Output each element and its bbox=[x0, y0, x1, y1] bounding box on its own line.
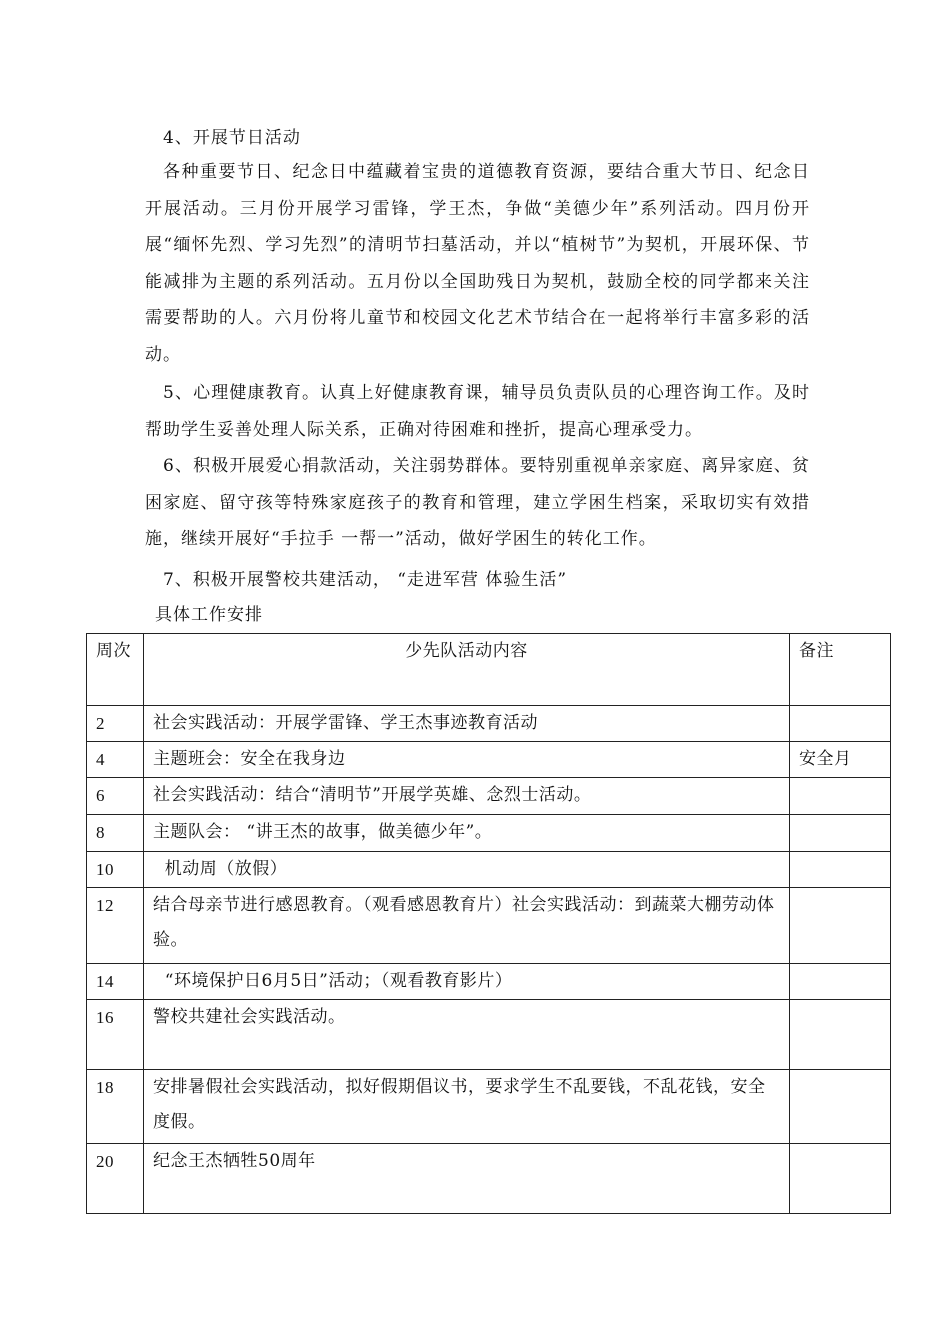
table-row bbox=[87, 815, 891, 852]
section-5-body: 5、心理健康教育。认真上好健康教育课，辅导员负责队员的心理咨询工作。及时帮助学生妥善处理人际关系，正确对待困难和挫折，提高心理承受力。 bbox=[145, 383, 810, 440]
table-row bbox=[87, 888, 891, 964]
row-content: “环境保护日6月5日”活动；（观看教育影片） bbox=[144, 964, 790, 1000]
row-content: 警校共建社会实践活动。 bbox=[144, 1000, 790, 1070]
row-week: 16 bbox=[87, 1000, 144, 1070]
row-week: 4 bbox=[87, 742, 144, 778]
row-week: 20 bbox=[87, 1144, 144, 1214]
row-week: 8 bbox=[87, 815, 144, 852]
row-week: 6 bbox=[87, 778, 144, 815]
table-row bbox=[87, 964, 891, 1000]
schedule-title: 具体工作安排 bbox=[155, 605, 263, 625]
section-7-title: 7、积极开展警校共建活动， “走进军营 体验生活” bbox=[163, 570, 568, 590]
table-row bbox=[87, 1144, 891, 1214]
row-note bbox=[790, 706, 891, 742]
row-note bbox=[790, 1144, 891, 1214]
table-header-row bbox=[87, 634, 891, 706]
row-note bbox=[790, 888, 891, 964]
table-row bbox=[87, 1070, 891, 1144]
row-note bbox=[790, 1000, 891, 1070]
row-note: 安全月 bbox=[790, 742, 891, 778]
section-6-body: 6、积极开展爱心捐款活动，关注弱势群体。要特别重视单亲家庭、离异家庭、贫困家庭、留守孩等特殊家庭孩子的教育和管理，建立学困生档案，采取切实有效措施，继续开展好“手拉手 一帮一”活动，做好学困生的转化工作。 bbox=[145, 456, 810, 549]
row-note bbox=[790, 815, 891, 852]
table-row bbox=[87, 706, 891, 742]
row-week: 12 bbox=[87, 888, 144, 964]
row-note bbox=[790, 1070, 891, 1144]
header-week: 周次 bbox=[87, 634, 144, 706]
row-week: 2 bbox=[87, 706, 144, 742]
row-week: 18 bbox=[87, 1070, 144, 1144]
header-content: 少先队活动内容 bbox=[144, 634, 790, 706]
row-week: 14 bbox=[87, 964, 144, 1000]
row-note bbox=[790, 852, 891, 888]
row-content: 机动周（放假） bbox=[144, 852, 790, 888]
table-row bbox=[87, 742, 891, 778]
row-content: 主题班会：安全在我身边 bbox=[144, 742, 790, 778]
section-4-body: 各种重要节日、纪念日中蕴藏着宝贵的道德教育资源，要结合重大节日、纪念日开展活动。三月份开展学习雷锋，学王杰，争做“美德少年”系列活动。四月份开展“缅怀先烈、学习先烈”的清明节扫墓活动，并以“植树节”为契机，开展环保、节能减排为主题的系列活动。五月份以全国助残日为契机，鼓励全校的同学都来关注需要帮助的人。六月份将儿童节和校园文化艺术节结合在一起将举行丰富多彩的活动。 bbox=[145, 162, 810, 365]
row-content: 主题队会： “讲王杰的故事，做美德少年”。 bbox=[144, 815, 790, 852]
row-content: 社会实践活动：开展学雷锋、学王杰事迹教育活动 bbox=[144, 706, 790, 742]
row-note bbox=[790, 778, 891, 815]
table-row bbox=[87, 778, 891, 815]
table-row bbox=[87, 1000, 891, 1070]
section-4-title: 4、开展节日活动 bbox=[163, 128, 301, 148]
row-note bbox=[790, 964, 891, 1000]
row-content: 结合母亲节进行感恩教育。（观看感恩教育片）社会实践活动：到蔬菜大棚劳动体验。 bbox=[144, 888, 790, 964]
row-content: 社会实践活动：结合“清明节”开展学英雄、念烈士活动。 bbox=[144, 778, 790, 815]
table-row bbox=[87, 852, 891, 888]
schedule-table bbox=[86, 633, 891, 1214]
row-content: 纪念王杰牺牲50周年 bbox=[144, 1144, 790, 1214]
row-week: 10 bbox=[87, 852, 144, 888]
row-content: 安排暑假社会实践活动，拟好假期倡议书，要求学生不乱要钱，不乱花钱，安全度假。 bbox=[144, 1070, 790, 1144]
header-note: 备注 bbox=[790, 634, 891, 706]
